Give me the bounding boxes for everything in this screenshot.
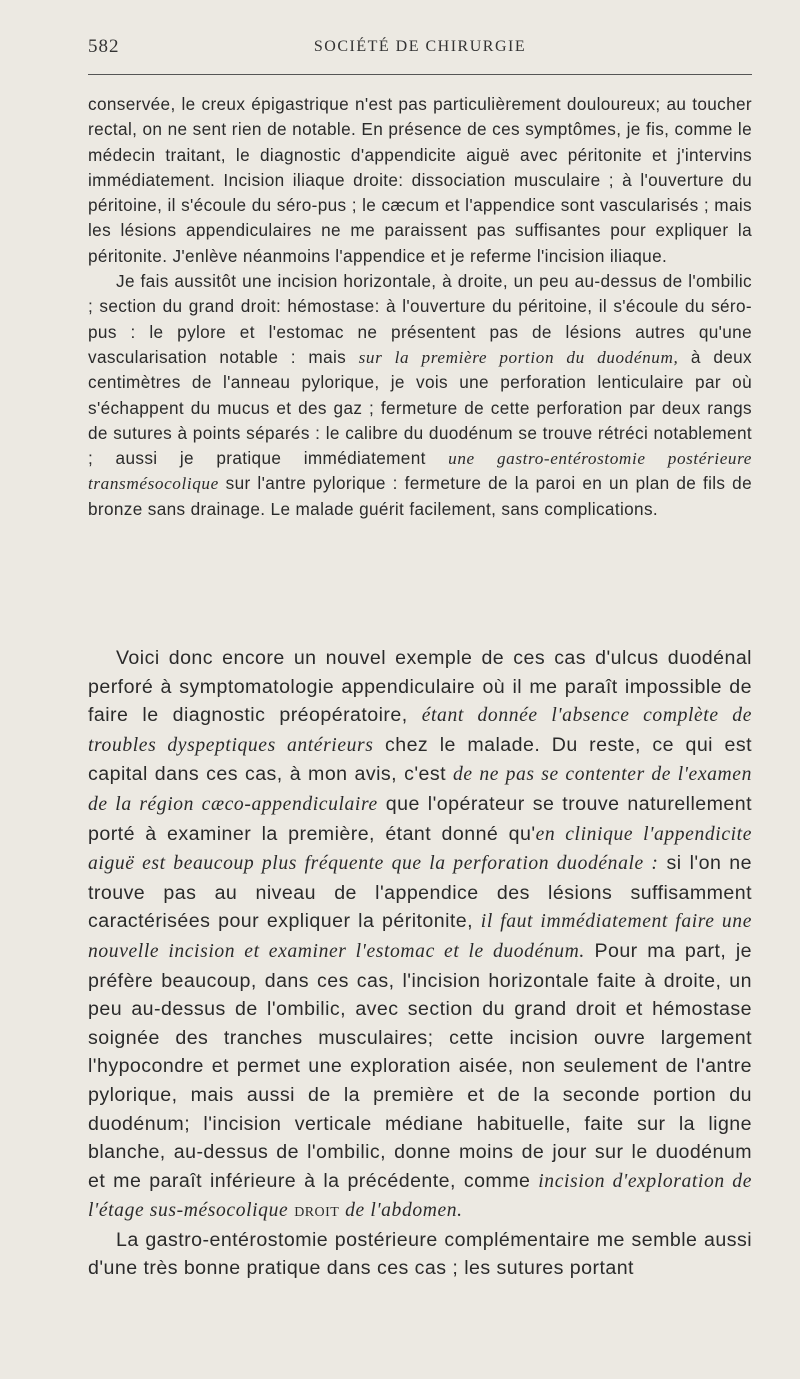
- paragraph-continuation: conservée, le creux épigastrique n'est pas particulièrement douloureux; au toucher rectal, on ne sent rien de notable. En présence de ces symptômes, je fis, comme le médecin traitant, le diagnostic d'appendicite aiguë avec péritonite et j'intervins immédiatement. Incision iliaque droite: dissociation musculaire ; à l'ouverture du péritoine, il s'écoule du séro-pus ; le cæcum et l'appendice sont vascularisés ; mais les lésions appendiculaires ne me paraissent pas suffisantes pour expliquer la péritonite. J'enlève néanmoins l'appendice et je referme l'incision iliaque.: [88, 94, 752, 266]
- page-number: 582: [88, 36, 120, 57]
- paragraph-incision: Je fais aussitôt une incision horizontale, à droite, un peu au-dessus de l'ombilic ; section du grand droit: hémostase: à l'ouverture du péritoine, il s'écoule du séro-pus : le pylore et l'estomac ne présentent pas de lésions autres qu'une vascularisation notable : mais sur la première portion du duodénum, à deux centimètres de l'anneau pylorique, je vois une perforation lenticulaire par où s'échappent du mucus et des gaz ; fermeture de cette perforation par deux rangs de sutures à points séparés : le calibre du duodénum se trouve rétréci notablement ; aussi je pratique immédiatement une gastro-entérostomie postérieure transmésocolique sur l'antre pylorique : fermeture de la paroi en un plan de fils de bronze sans drainage. Le malade guérit facilement, sans complications.: [88, 271, 752, 519]
- running-title: SOCIÉTÉ DE CHIRURGIE: [313, 38, 527, 55]
- small-print-block: [88, 92, 752, 522]
- paragraph-gastro-enterostomy: La gastro-entérostomie postérieure complémentaire me semble aussi d'une très bonne pratique dans ces cas ; les sutures portant: [88, 1228, 752, 1280]
- header-rule: [88, 74, 752, 75]
- main-text-block: [88, 644, 752, 1283]
- page-header: [88, 36, 752, 64]
- paragraph-discussion: Voici donc encore un nouvel exemple de ces cas d'ulcus duodénal perforé à symptomatologie appendiculaire où il me paraît impossible de faire le diagnostic préopératoire, étant donnée l'absence complète de troubles dyspeptiques antérieurs chez le malade. Du reste, ce qui est capital dans ces cas, à mon avis, c'est de ne pas se contenter de l'examen de la région cæco-appendiculaire que l'opérateur se trouve naturellement porté à examiner la première, étant donné qu'en clinique l'appendicite aiguë est beaucoup plus fréquente que la perforation duodénale : si l'on ne trouve pas au niveau de l'appendice des lésions suffisamment caractérisées pour expliquer la péritonite, il faut immédiatement faire une nouvelle incision et examiner l'estomac et le duodénum. Pour ma part, je préfère beaucoup, dans ces cas, l'incision horizontale faite à droite, un peu au-dessus de l'ombilic, avec section du grand droit et hémostase soignée des tranches musculaires; cette incision ouvre largement l'hypocondre et permet une exploration aisée, non seulement de l'antre pylorique, mais aussi de la première et de la seconde portion du duodénum; l'incision verticale médiane habituelle, faite sur la ligne blanche, au-dessus de l'ombilic, donne moins de jour sur le duodénum et me paraît inférieure à la précédente, comme incision d'exploration de l'étage sus-mésocolique droit de l'abdomen.: [88, 647, 753, 1222]
